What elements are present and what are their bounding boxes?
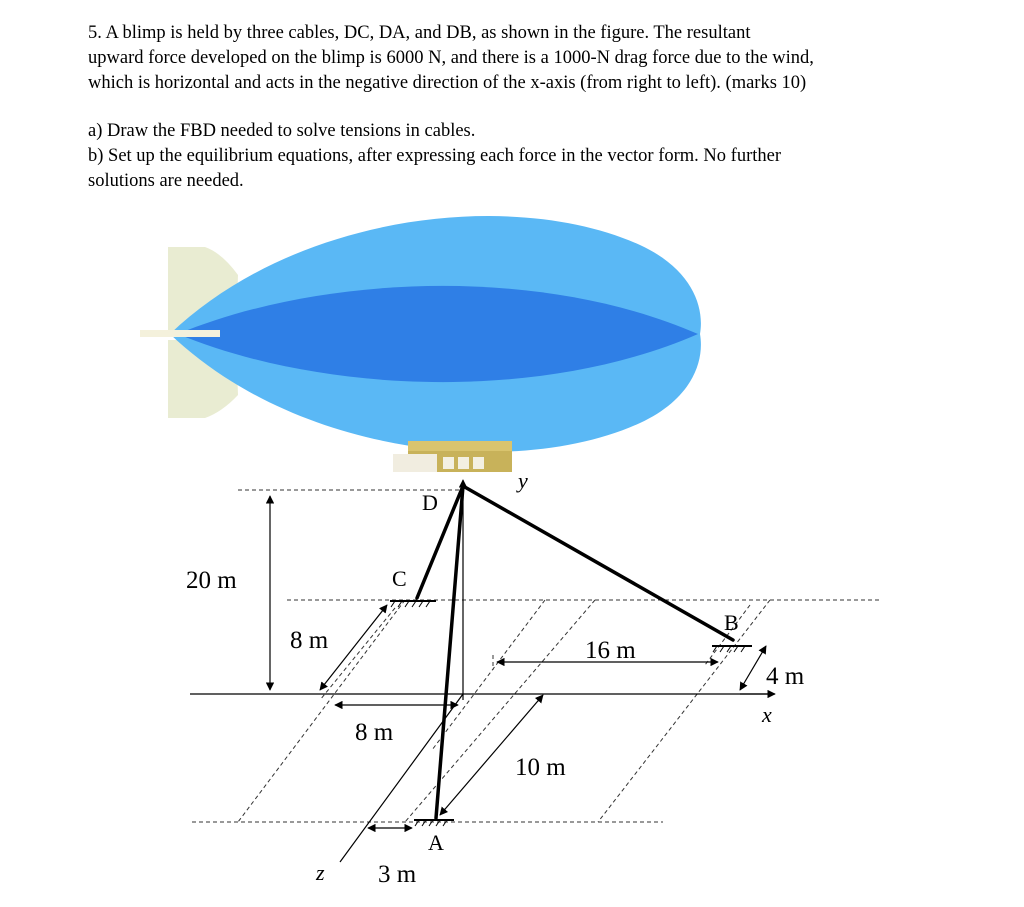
dim-a-side-label: 3 m [378, 861, 417, 888]
part-a: a) Draw the FBD needed to solve tensions in cables. [88, 121, 476, 141]
gondola [393, 441, 512, 472]
blimp [140, 216, 701, 472]
point-d-label: D [422, 490, 438, 515]
dim-b-z-label: 4 m [766, 663, 805, 690]
part-b-line-2: solutions are needed. [88, 171, 244, 191]
dim-b-x-label: 16 m [585, 637, 636, 664]
dim-b-z-arrow [740, 646, 766, 690]
cable-db [463, 486, 733, 640]
dim-a-x-label: 8 m [355, 719, 394, 746]
point-c-label: C [392, 566, 407, 591]
axes [190, 480, 775, 862]
dim-c-offset-label: 8 m [290, 627, 329, 654]
part-b-line-1: b) Set up the equilibrium equations, after expressing each force in the vector form. No further [88, 146, 782, 166]
figure-labels [186, 468, 805, 888]
y-axis-label: y [518, 468, 528, 493]
cables [417, 486, 733, 818]
dim-a-z-label: 10 m [515, 754, 566, 781]
z-axis-label: z [316, 860, 325, 885]
support-c [390, 601, 436, 607]
problem-intro-line-2: upward force developed on the blimp is 6000 N, and there is a 1000-N drag force due to the wind, [88, 48, 814, 68]
support-a [414, 820, 454, 826]
point-a-label: A [428, 830, 444, 855]
problem-intro-line-3: which is horizontal and acts in the negative direction of the x-axis (from right to left). (marks 10) [88, 73, 807, 93]
dim-c-offset-arrow [320, 605, 387, 690]
point-b-label: B [724, 610, 739, 635]
x-axis-label: x [762, 702, 772, 727]
blimp-tail-spike [140, 330, 220, 337]
support-b [712, 646, 752, 652]
problem-intro-line-1: 5. A blimp is held by three cables, DC, DA, and DB, as shown in the figure. The resultant [88, 23, 751, 43]
cable-da [436, 486, 463, 818]
dim-height-label: 20 m [186, 567, 237, 594]
